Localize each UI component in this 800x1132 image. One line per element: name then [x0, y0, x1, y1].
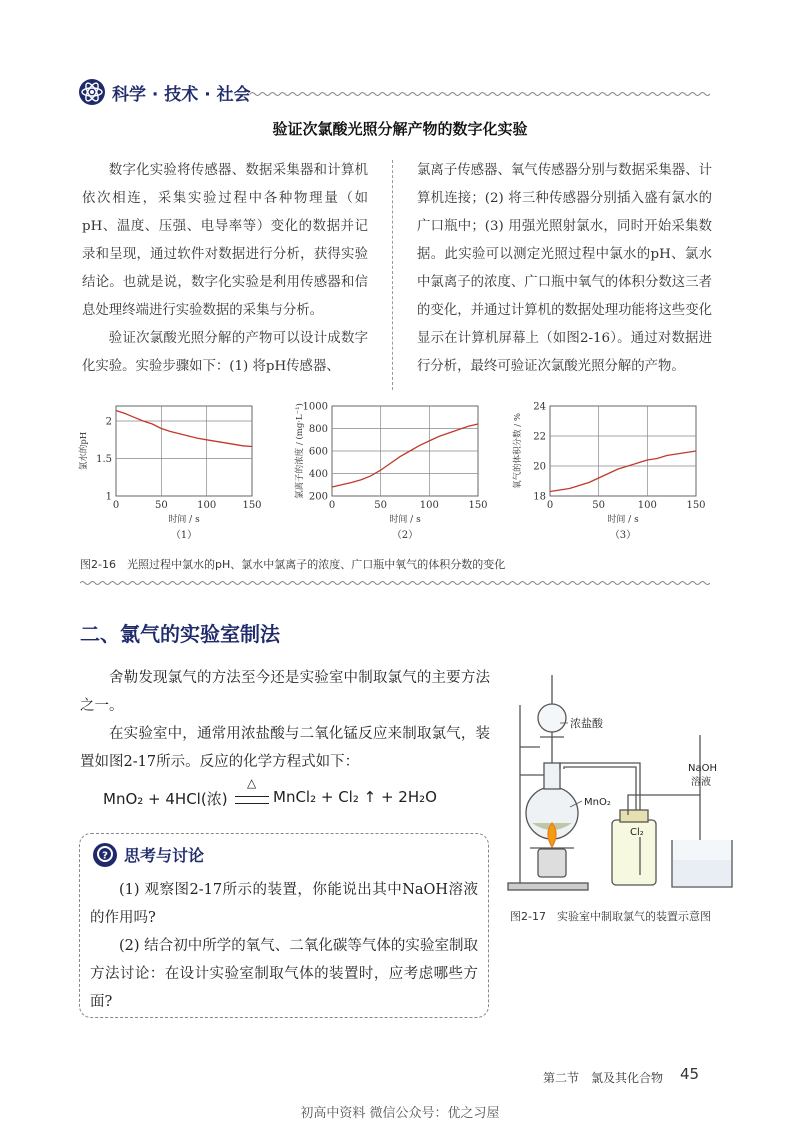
- panel-label: （2）: [391, 530, 419, 541]
- x-tick-label: 0: [546, 500, 554, 511]
- figure-2-17-caption: 图2-17 实验室中制取氯气的装置示意图: [510, 910, 711, 923]
- chart-ph: [76, 398, 266, 548]
- x-tick-label: 50: [592, 500, 606, 511]
- y-tick-label: 1.5: [96, 454, 112, 465]
- x-tick-label: 50: [374, 500, 388, 511]
- y-tick-label: 20: [533, 461, 546, 473]
- chemical-equation: [103, 778, 463, 818]
- label-mno2: MnO₂: [584, 797, 611, 808]
- equation-reactants: MnO₂ + 4HCl(浓): [103, 790, 228, 808]
- chart-oxygen-svg: [510, 398, 710, 548]
- chlorine-apparatus-illustration: [500, 655, 740, 900]
- x-tick-label: 150: [468, 500, 488, 511]
- series-line: [332, 424, 478, 487]
- x-tick-label: 50: [154, 500, 168, 511]
- y-tick-label: 22: [533, 431, 546, 443]
- wavy-divider: [80, 580, 710, 586]
- article-left-column: [82, 157, 368, 381]
- x-tick-label: 100: [419, 500, 439, 511]
- y-tick-label: 24: [533, 401, 546, 413]
- panel-label: （1）: [170, 530, 198, 541]
- article-paragraph: 验证次氯酸光照分解的产物可以设计成数字化实验。实验步骤如下：(1) 将pH传感器、: [82, 331, 368, 374]
- y-axis-label: 氯水的pH: [79, 431, 89, 471]
- equation-equals-sign: [235, 796, 269, 804]
- page-number: 45: [680, 1065, 700, 1083]
- x-tick-label: 100: [637, 500, 657, 511]
- y-tick-label: 2: [105, 416, 112, 428]
- think-discussion-questions: [90, 876, 478, 1016]
- plot-frame: [550, 406, 696, 496]
- series-line: [116, 411, 252, 447]
- section-heading: 二、氯气的实验室制法: [80, 622, 280, 646]
- column-divider: [392, 160, 395, 390]
- chart-chloride: [292, 398, 492, 548]
- question-item: (1) 观察图2-17所示的装置，你能说出其中NaOH溶液的作用吗?: [90, 882, 478, 926]
- label-cl2: Cl₂: [630, 827, 644, 838]
- plot-frame: [116, 406, 252, 496]
- chart-ph-svg: [76, 398, 266, 548]
- think-discussion-icon: [92, 842, 118, 868]
- think-discussion-title: 思考与讨论: [124, 846, 205, 865]
- body-paragraph: 在实验室中，通常用浓盐酸与二氧化锰反应来制取氯气，装置如图2-17所示。反应的化学方程式如下：: [80, 726, 490, 770]
- x-tick-label: 150: [686, 500, 706, 511]
- x-axis-label: 时间 / s: [389, 515, 421, 525]
- article-paragraph: 氯离子传感器、氧气传感器分别与数据采集器、计算机连接；(2) 将三种传感器分别插入盛有氯水的广口瓶中；(3) 用强光照射氯水，同时开始采集数据。此实验可以测定光照过程中氯水的pH、氯水中氯离子的浓度、广口瓶中氧气的体积分数这三者的变化，并通过计算机的数据处理功能将这些变化显示在计算机屏幕上（如图2-16）。通过对数据进行分析，最终可验证次氯酸光照分解的产物。: [417, 163, 712, 374]
- article-right-column: [417, 157, 712, 381]
- y-tick-label: 1000: [302, 401, 328, 413]
- equation-condition: △: [247, 776, 257, 790]
- x-tick-label: 0: [112, 500, 120, 511]
- x-tick-label: 100: [197, 500, 217, 511]
- label-hcl: 浓盐酸: [570, 717, 603, 730]
- section-label: 科学 · 技术 · 社会: [112, 85, 251, 105]
- panel-label: （3）: [609, 530, 637, 541]
- y-tick-label: 400: [308, 469, 328, 480]
- x-tick-label: 0: [328, 500, 336, 511]
- body-paragraph: 舍勒发现氯气的方法至今还是实验室中制取氯气的主要方法之一。: [80, 670, 490, 714]
- y-axis-label: 氧气的体积分数 / %: [513, 413, 523, 489]
- label-naoh: NaOH: [688, 763, 717, 774]
- question-item: (2) 结合初中所学的氧气、二氧化碳等气体的实验室制取方法讨论：在设计实验室制取气体的装置时，应考虑哪些方面?: [90, 938, 478, 1010]
- article-title: 验证次氯酸光照分解产物的数字化实验: [272, 120, 528, 138]
- wavy-divider: [250, 91, 710, 97]
- x-tick-label: 150: [242, 500, 262, 511]
- y-tick-label: 18: [533, 491, 546, 503]
- footer-watermark: 初高中资料 微信公众号：优之习屋: [300, 1106, 500, 1121]
- footer-section-title: 第二节 氯及其化合物: [543, 1071, 664, 1085]
- equation-products: MnCl₂ + Cl₂ ↑ + 2H₂O: [273, 788, 437, 806]
- chart-chloride-svg: [292, 398, 492, 548]
- x-axis-label: 时间 / s: [168, 515, 200, 525]
- article-paragraph: 数字化实验将传感器、数据采集器和计算机依次相连，采集实验过程中各种物理量（如pH、温度、压强、电导率等）变化的数据并记录和呈现，通过软件对数据进行分析，获得实验结论。也就是说，数字化实验是利用传感器和信息处理终端进行实验数据的采集与分析。: [82, 163, 368, 318]
- y-tick-label: 800: [308, 424, 328, 435]
- y-tick-label: 1: [105, 491, 112, 503]
- x-axis-label: 时间 / s: [607, 515, 639, 525]
- y-tick-label: 600: [308, 446, 328, 458]
- series-line: [550, 451, 696, 492]
- figure-2-16-caption: 图2-16 光照过程中氯水的pH、氯水中氯离子的浓度、广口瓶中氧气的体积分数的变化: [80, 558, 506, 571]
- chart-oxygen: [510, 398, 710, 548]
- y-tick-label: 200: [308, 491, 328, 503]
- section-body: [80, 664, 490, 776]
- y-axis-label: 氯离子的浓度 / (mg·L⁻¹): [295, 403, 305, 499]
- svg-text:?: ?: [102, 850, 108, 862]
- label-solution: 溶液: [691, 777, 711, 788]
- atom-icon: [78, 78, 106, 106]
